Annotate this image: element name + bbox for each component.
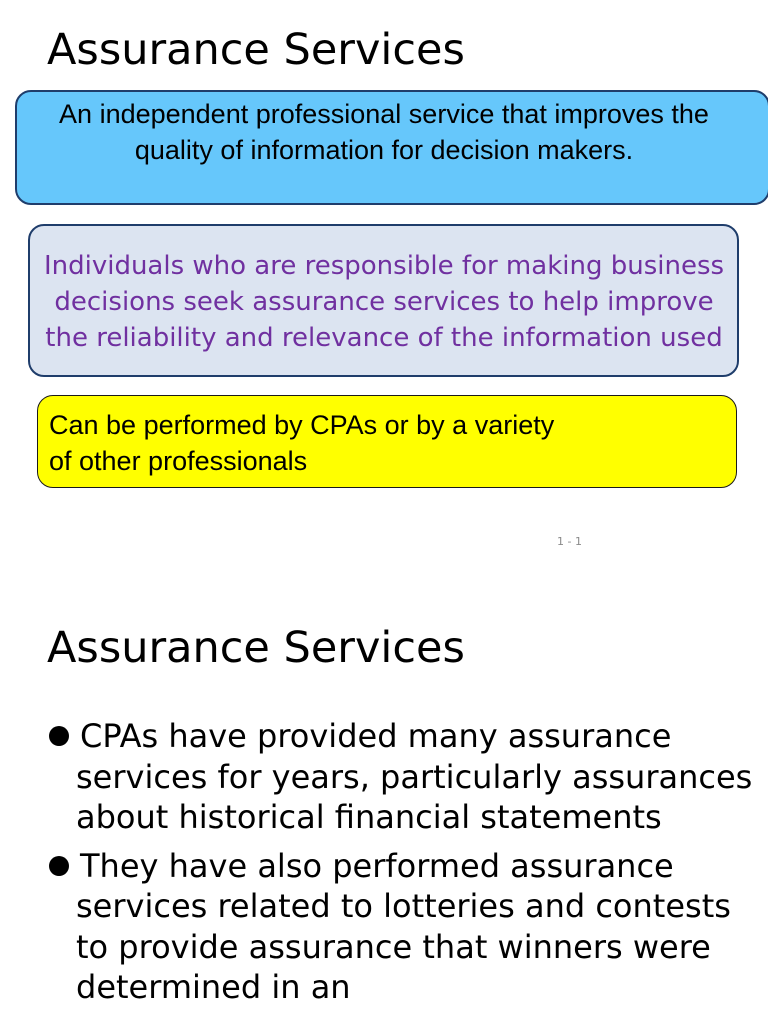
seekers-text: Individuals who are responsible for making business decisions seek assurance services to help improve the reliability and relevance of the information used [43,251,725,353]
bullet-item [0,716,768,838]
performers-text: Can be performed by CPAs or by a variety of other professionals [49,410,555,476]
bullet-dot-icon [49,726,69,746]
definition-text: An independent professional service that improves the quality of information for decision makers. [59,99,709,165]
bullet-dot-icon [49,856,69,876]
bullet-list [0,716,768,1016]
bullet-text: CPAs have provided many assurance services for years, particularly assurances about historical financial statements [76,717,753,836]
slide-title-2: Assurance Services [47,623,465,673]
slide-title: Assurance Services [47,25,465,75]
page-number: 1 - 1 [557,535,582,548]
bullet-item [0,846,768,1008]
bullet-text: They have also performed assurance services related to lotteries and contests to provide assurance that winners were determined in an [76,846,731,1006]
